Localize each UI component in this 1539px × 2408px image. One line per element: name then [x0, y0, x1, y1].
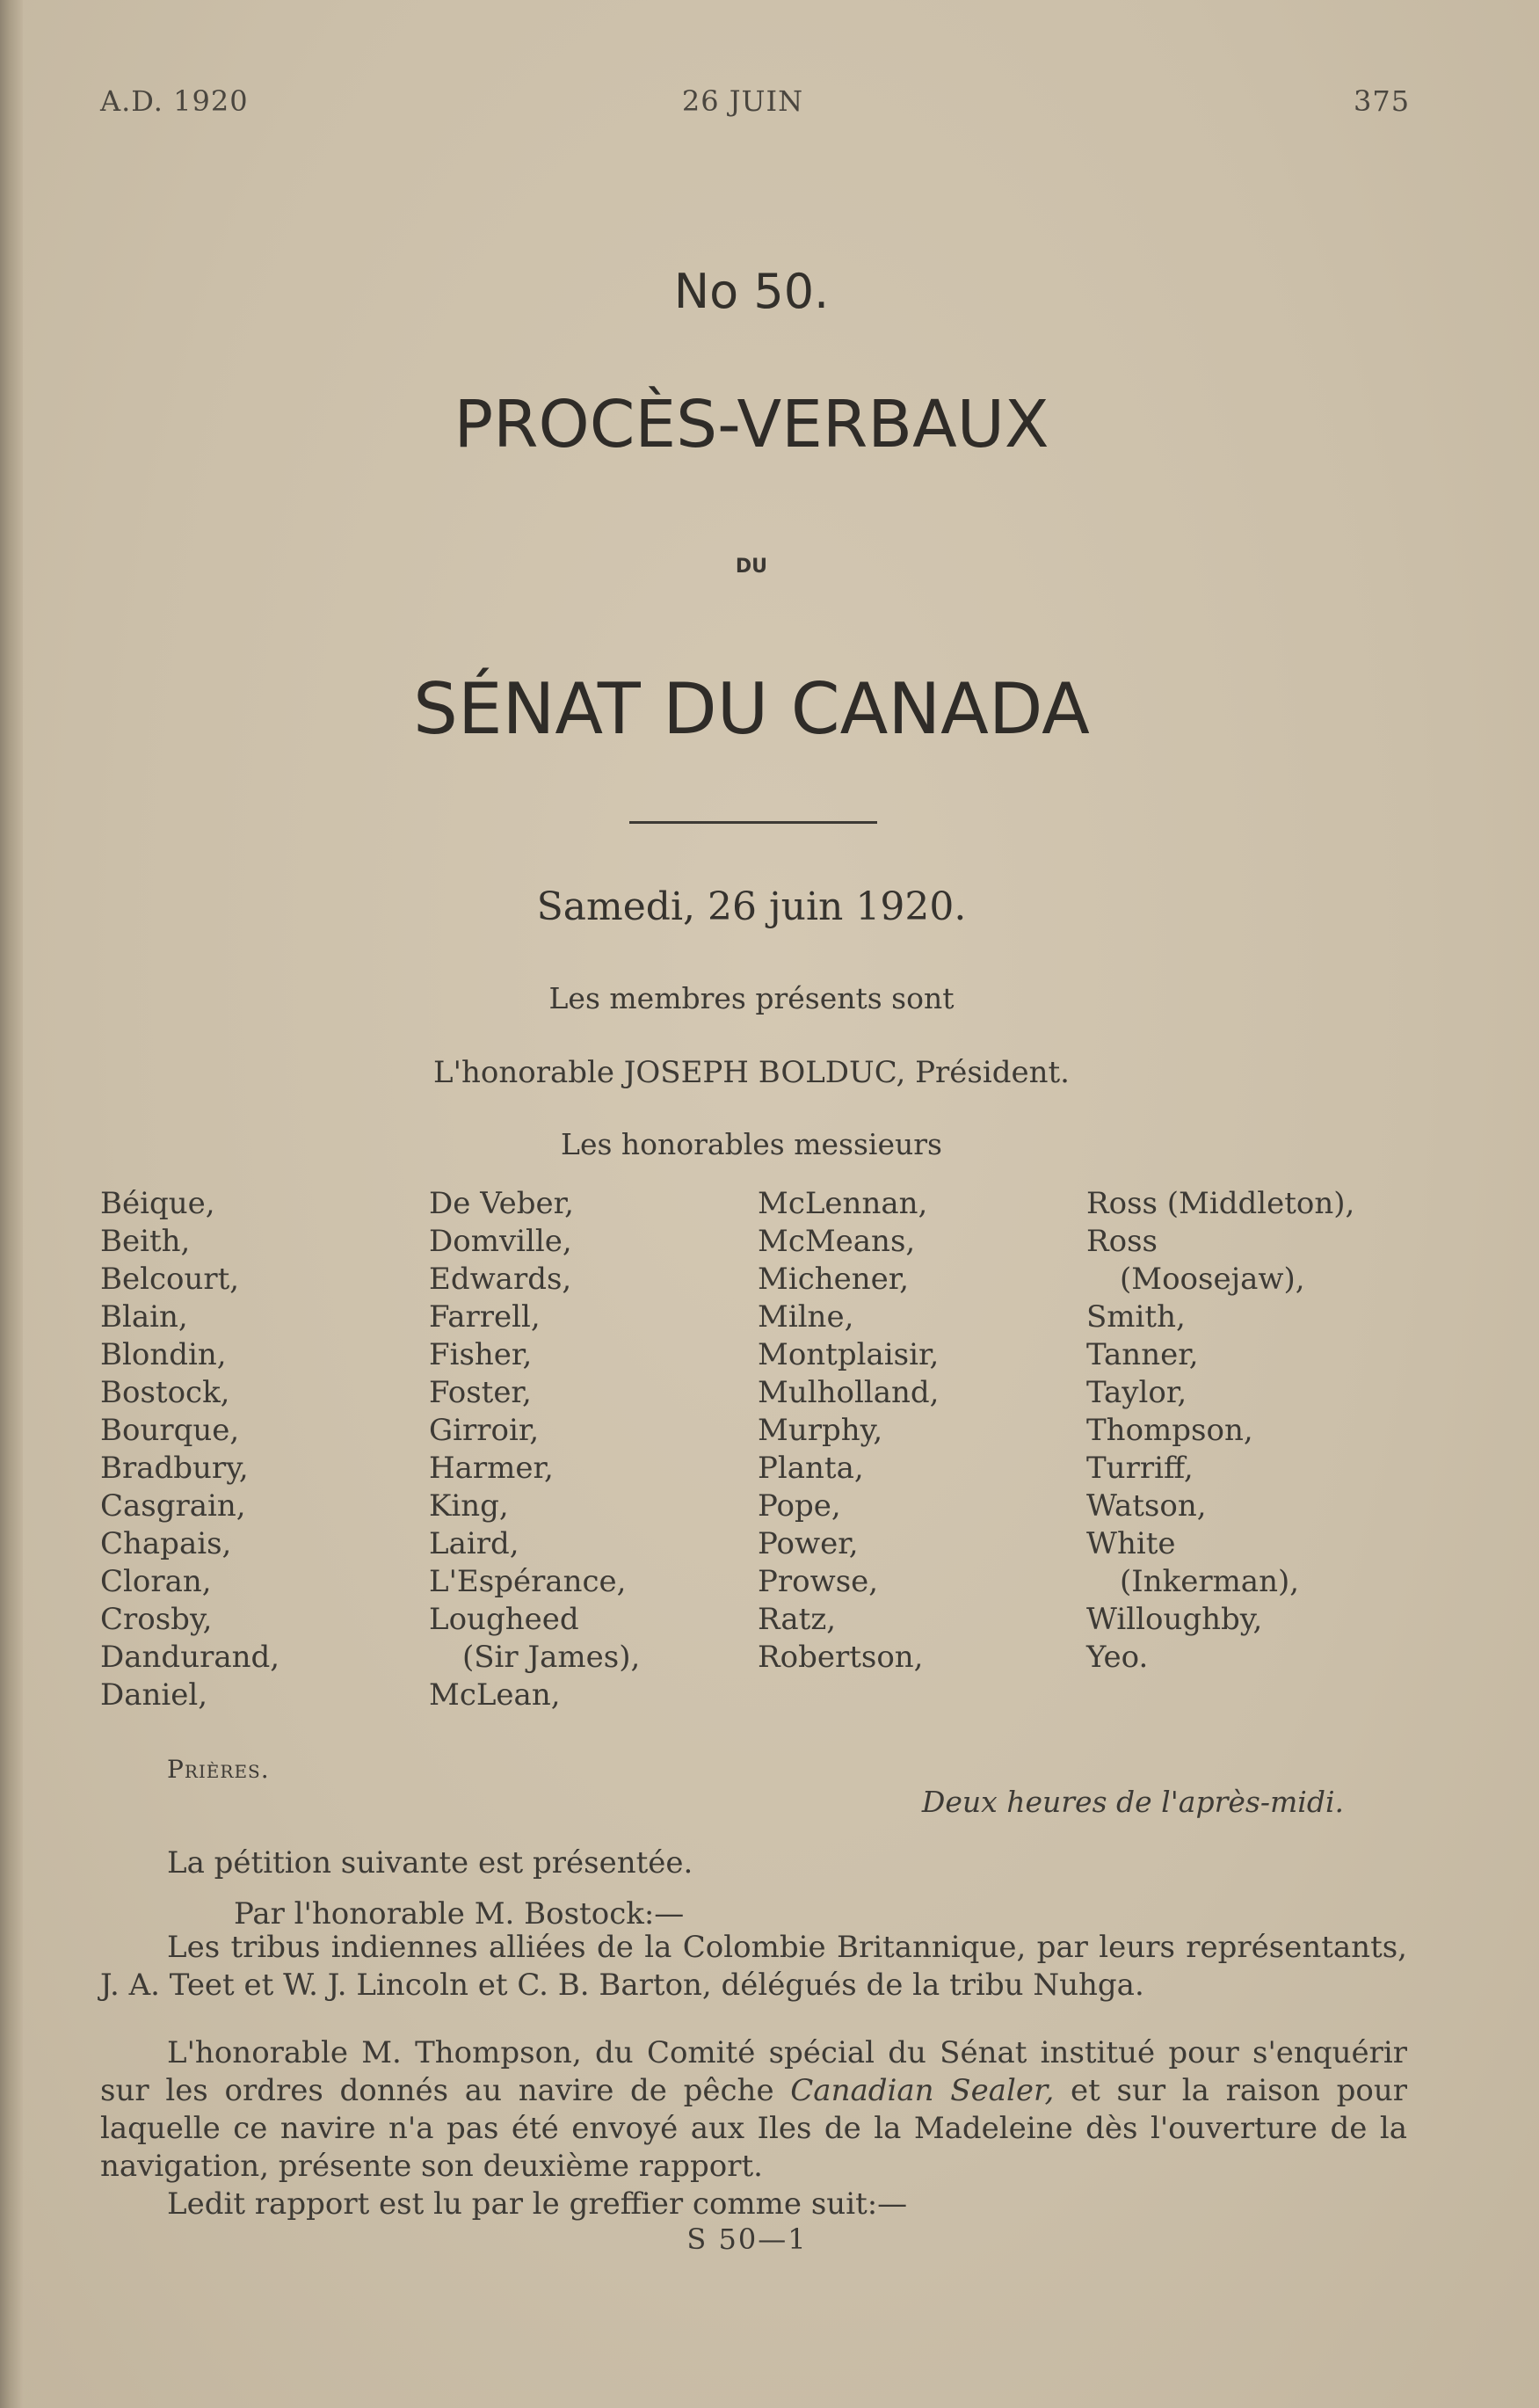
members-present-heading: Les membres présents sont [548, 981, 955, 1015]
senator-list-column-4 [1086, 1185, 1354, 1677]
senator-name: Edwards, [429, 1262, 572, 1297]
senator-name: Belcourt, [100, 1262, 240, 1297]
ship-name: Canadian Sealer, [790, 2073, 1055, 2108]
title-connector: DU [735, 556, 768, 578]
honorables-heading: Les honorables messieurs [561, 1127, 942, 1161]
senator-name: Crosby, [100, 1602, 213, 1637]
senator-name: Willoughby, [1086, 1602, 1263, 1637]
senator-name: Daniel, [100, 1677, 208, 1713]
senator-name: (Moosejaw), [1120, 1262, 1305, 1297]
senator-name: Domville, [429, 1224, 572, 1259]
institution-title: SÉNAT DU CANADA [413, 668, 1090, 750]
senator-name: Murphy, [758, 1413, 883, 1448]
senator-name: Robertson, [758, 1640, 924, 1675]
senator-name: Bostock, [100, 1375, 230, 1410]
senator-name: Ross (Middleton), [1086, 1186, 1355, 1221]
senator-name: Bourque, [100, 1413, 240, 1448]
senator-name: Prowse, [758, 1564, 879, 1599]
senator-name: De Veber, [429, 1186, 574, 1221]
running-head-year: A.D. 1920 [100, 84, 249, 118]
book-spine-edge [0, 0, 23, 2408]
signature-folio: S 50—1 [686, 2222, 808, 2256]
senator-name: Béique, [100, 1186, 215, 1221]
senator-name: (Inkerman), [1120, 1564, 1300, 1599]
senator-name: Thompson, [1086, 1413, 1253, 1448]
senator-name: King, [429, 1488, 509, 1524]
senator-name: Casgrain, [100, 1488, 246, 1524]
senator-name: Taylor, [1086, 1375, 1187, 1410]
committee-report-paragraph [100, 2034, 1407, 2186]
report-text-after: et sur la raison pour laquelle ce navire n'a pas été envoyé aux Iles de la Madeleine dès l'ouverture de la navigation, présente son deuxième rapport. [100, 2073, 1407, 2184]
senator-name: Watson, [1086, 1488, 1207, 1524]
petition-text: Les tribus indiennes alliées de la Colombie Britannique, par leurs représentants, J. A. Teet et W. J. Lincoln et C. B. Barton, délégués de la tribu Nuhga. [100, 1930, 1407, 2003]
senator-name: Fisher, [429, 1337, 533, 1372]
sitting-date: Samedi, 26 juin 1920. [536, 884, 967, 929]
senator-list-column-1 [100, 1185, 279, 1714]
page-number: 375 [1354, 84, 1411, 118]
senator-name: Planta, [758, 1451, 864, 1486]
sitting-time: Deux heures de l'après-midi. [921, 1785, 1344, 1819]
senator-name: Milne, [758, 1299, 854, 1335]
senator-name: McMeans, [758, 1224, 916, 1259]
prayers-heading: Prières. [167, 1755, 270, 1784]
senator-name: Girroir, [429, 1413, 540, 1448]
senator-name: Blain, [100, 1299, 188, 1335]
senator-name: L'Espérance, [429, 1564, 627, 1599]
report-text-before: L'honorable M. Thompson, du Comité spécial du Sénat institué pour s'enquérir sur les ordres donnés au navire de pêche [100, 2035, 1407, 2108]
senator-name: Power, [758, 1526, 859, 1561]
petition-intro: La pétition suivante est présentée. [167, 1845, 693, 1881]
report-read-line: Ledit rapport est lu par le greffier comme suit:— [167, 2186, 908, 2222]
senator-list-column-2 [429, 1185, 640, 1714]
senator-name: Ratz, [758, 1602, 837, 1637]
document-title: PROCÈS-VERBAUX [454, 387, 1049, 462]
senator-name: Blondin, [100, 1337, 227, 1372]
senator-name: Yeo. [1086, 1640, 1149, 1675]
title-divider [629, 821, 877, 824]
senator-name: Beith, [100, 1224, 191, 1259]
senator-name: Turriff, [1086, 1451, 1194, 1486]
senator-name: White [1086, 1526, 1176, 1561]
running-head-date: 26 JUIN [681, 84, 804, 118]
senator-name: Tanner, [1086, 1337, 1199, 1372]
senator-name: Michener, [758, 1262, 910, 1297]
senator-name: Farrell, [429, 1299, 541, 1335]
senator-name: Bradbury, [100, 1451, 249, 1486]
senator-name: Harmer, [429, 1451, 554, 1486]
senator-name: Cloran, [100, 1564, 212, 1599]
speaker-line: L'honorable JOSEPH BOLDUC, Président. [433, 1055, 1070, 1090]
senator-list-column-3 [758, 1185, 939, 1677]
senator-name: Ross [1086, 1224, 1158, 1259]
senator-name: McLennan, [758, 1186, 928, 1221]
senator-name: McLean, [429, 1677, 561, 1713]
senator-name: Dandurand, [100, 1640, 280, 1675]
senator-name: Laird, [429, 1526, 519, 1561]
senator-name: Chapais, [100, 1526, 232, 1561]
senator-name: Smith, [1086, 1299, 1186, 1335]
senator-name: (Sir James), [462, 1640, 641, 1675]
senator-name: Montplaisir, [758, 1337, 940, 1372]
petition-presenter: Par l'honorable M. Bostock:— [234, 1896, 685, 1931]
senator-name: Foster, [429, 1375, 532, 1410]
senator-name: Pope, [758, 1488, 841, 1524]
journal-number: No 50. [673, 264, 830, 319]
senator-name: Lougheed [429, 1602, 579, 1637]
senator-name: Mulholland, [758, 1375, 940, 1410]
